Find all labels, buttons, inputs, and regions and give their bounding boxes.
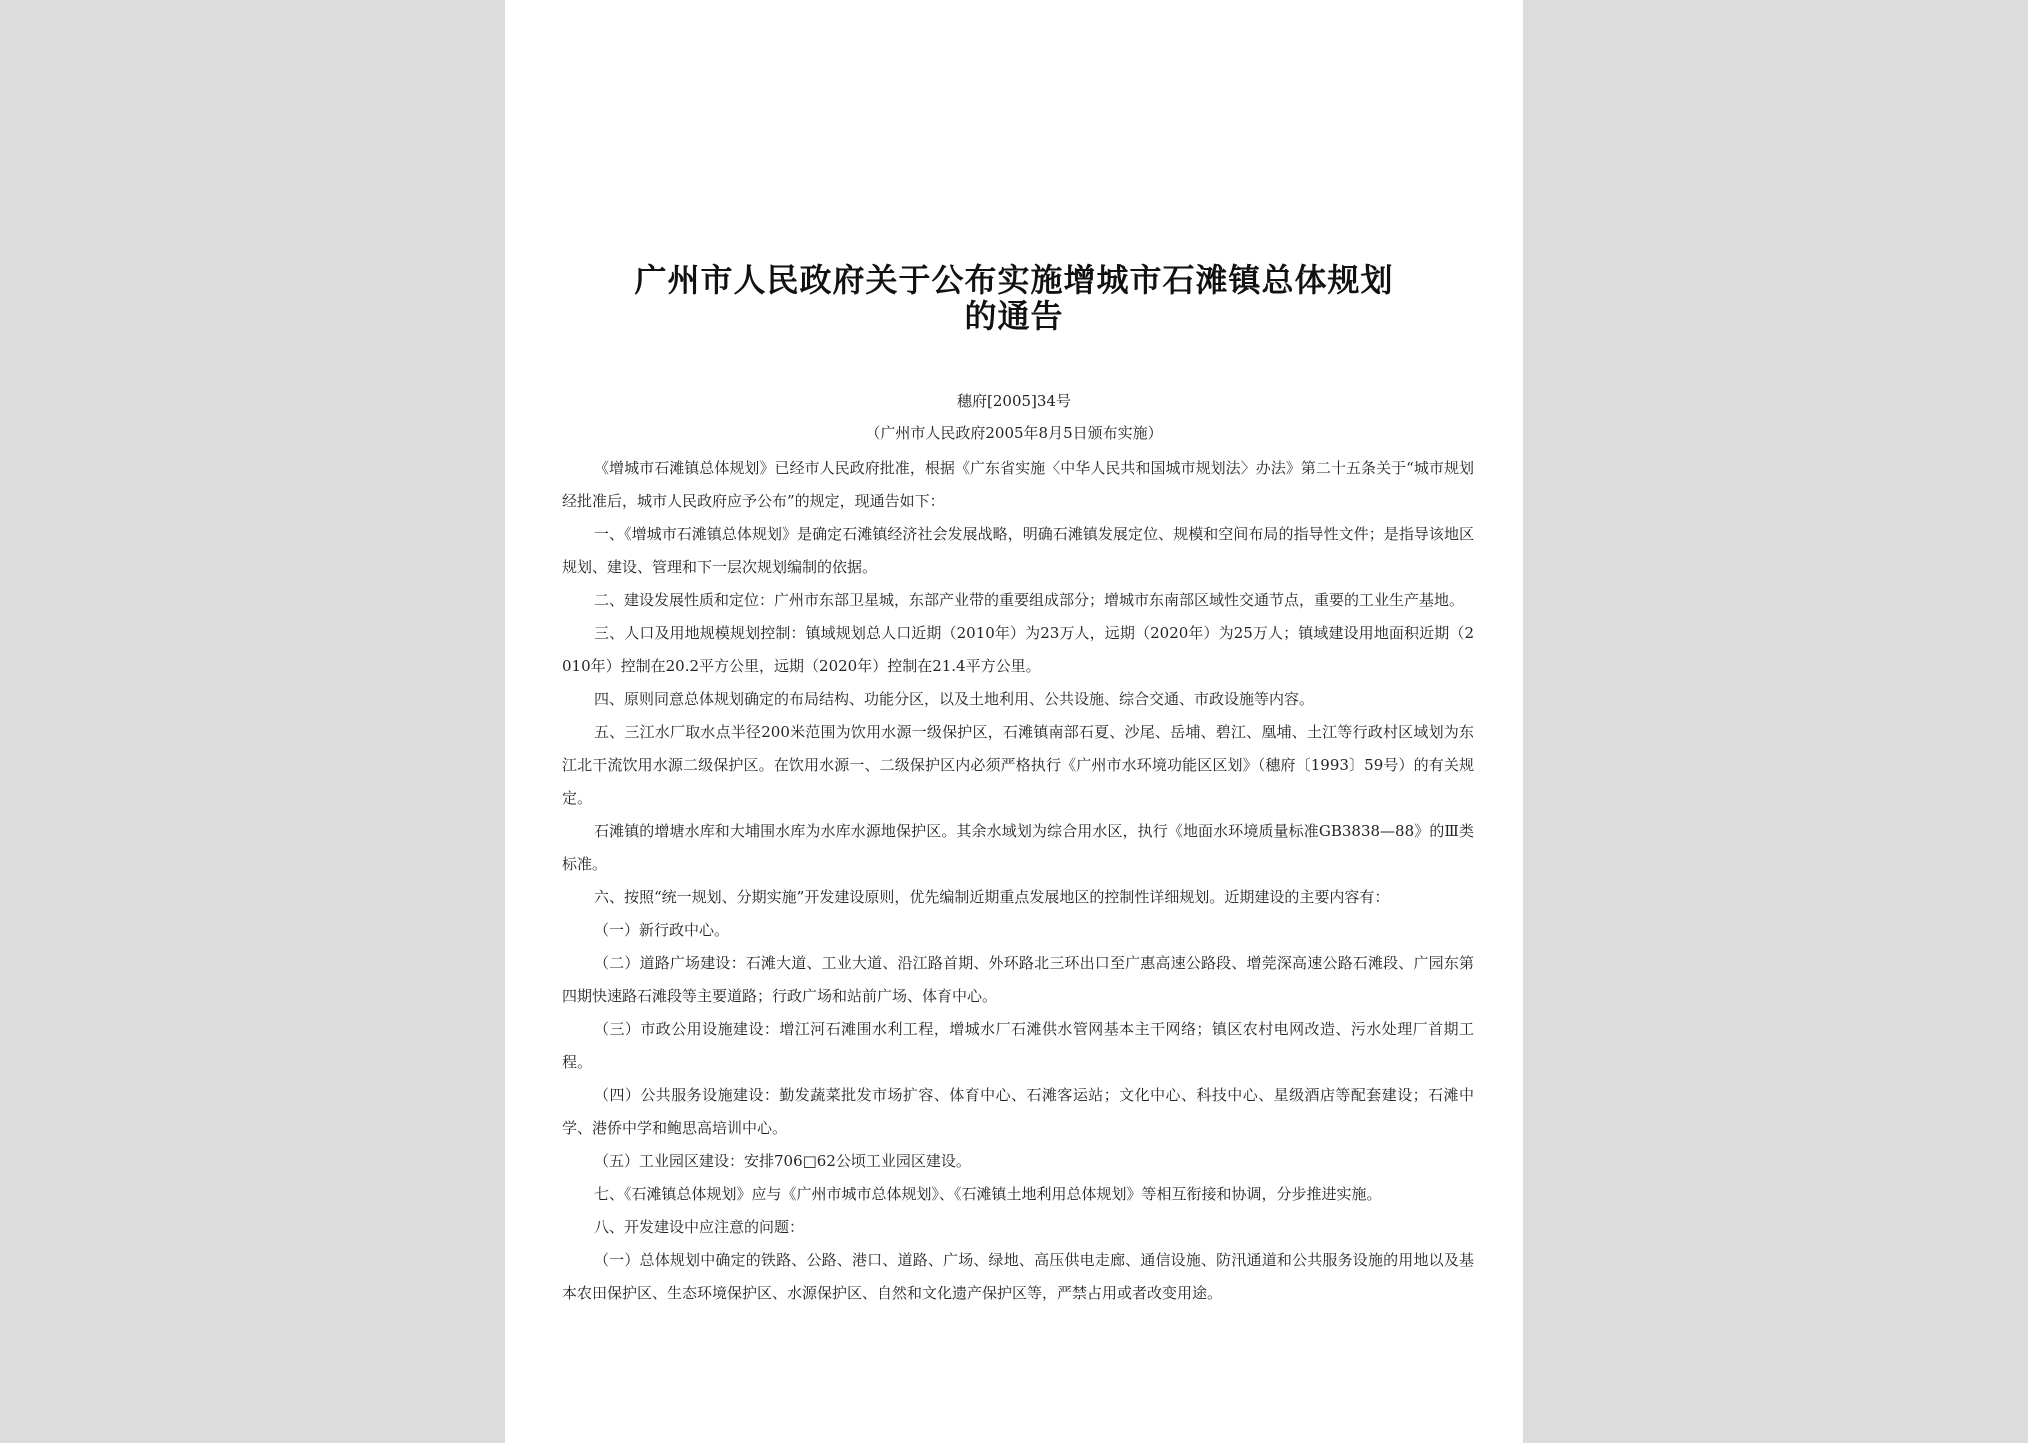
paragraph: （一）总体规划中确定的铁路、公路、港口、道路、广场、绿地、高压供电走廊、通信设施、防汛通道和公共服务设施的用地以及基本农田保护区、生态环境保护区、水源保护区、自然和文化遗产保护区等，严禁占用或者改变用途。 xyxy=(562,1251,1474,1302)
paragraph: 《增城市石滩镇总体规划》已经市人民政府批准，根据《广东省实施〈中华人民共和国城市规划法〉办法》第二十五条关于“城市规划经批准后，城市人民政府应予公布”的规定，现通告如下： xyxy=(562,459,1474,510)
document-title-line-2: 的通告 xyxy=(964,297,1064,335)
paragraph: （四）公共服务设施建设：勤发蔬菜批发市场扩容、体育中心、石滩客运站；文化中心、科技中心、星级酒店等配套建设；石滩中学、港侨中学和鲍思高培训中心。 xyxy=(562,1086,1474,1137)
document-body xyxy=(562,452,1474,1310)
paragraph: 七、《石滩镇总体规划》应与《广州市城市总体规划》、《石滩镇土地利用总体规划》等相互衔接和协调，分步推进实施。 xyxy=(594,1185,1382,1203)
paragraph: 三、人口及用地规模规划控制：镇域规划总人口近期（2010年）为23万人，远期（2020年）为25万人；镇域建设用地面积近期（2010年）控制在20.2平方公里，远期（2020年）控制在21.4平方公里。 xyxy=(562,624,1474,675)
paragraph: 石滩镇的增塘水库和大埔围水库为水库水源地保护区。其余水域划为综合用水区，执行《地面水环境质量标准GB3838—88》的Ⅲ类标准。 xyxy=(562,822,1474,873)
paragraph: 五、三江水厂取水点半径200米范围为饮用水源一级保护区，石滩镇南部石夏、沙尾、岳埔、碧江、凰埔、土江等行政村区域划为东江北干流饮用水源二级保护区。在饮用水源一、二级保护区内必须严格执行《广州市水环境功能区区划》（穗府〔1993〕59号）的有关规定。 xyxy=(562,723,1474,807)
paragraph: （二）道路广场建设：石滩大道、工业大道、沿江路首期、外环路北三环出口至广惠高速公路段、增莞深高速公路石滩段、广园东第四期快速路石滩段等主要道路；行政广场和站前广场、体育中心。 xyxy=(562,954,1474,1005)
paragraph: 一、《增城市石滩镇总体规划》是确定石滩镇经济社会发展战略，明确石滩镇发展定位、规模和空间布局的指导性文件；是指导该地区规划、建设、管理和下一层次规划编制的依据。 xyxy=(562,525,1474,576)
paragraph: （三）市政公用设施建设：增江河石滩围水利工程，增城水厂石滩供水管网基本主干网络；镇区农村电网改造、污水处理厂首期工程。 xyxy=(562,1020,1474,1071)
paragraph: 四、原则同意总体规划确定的布局结构、功能分区，以及土地利用、公共设施、综合交通、市政设施等内容。 xyxy=(594,690,1315,708)
paragraph: 二、建设发展性质和定位：广州市东部卫星城，东部产业带的重要组成部分；增城市东南部区域性交通节点，重要的工业生产基地。 xyxy=(594,591,1465,609)
document-title-line-1: 广州市人民政府关于公布实施增城市石滩镇总体规划 xyxy=(634,261,1394,299)
paragraph: 八、开发建设中应注意的问题： xyxy=(594,1218,805,1236)
document-title xyxy=(505,262,1523,334)
issue-note: （广州市人民政府2005年8月5日颁布实施） xyxy=(865,424,1163,442)
document-page xyxy=(505,0,1523,1443)
paragraph: 六、按照“统一规划、分期实施”开发建设原则，优先编制近期重点发展地区的控制性详细规划。近期建设的主要内容有： xyxy=(594,888,1390,906)
paragraph: （一）新行政中心。 xyxy=(594,921,730,939)
document-number: 穗府[2005]34号 xyxy=(957,392,1071,410)
paragraph: （五）工业园区建设：安排706□62公顷工业园区建设。 xyxy=(594,1152,971,1170)
